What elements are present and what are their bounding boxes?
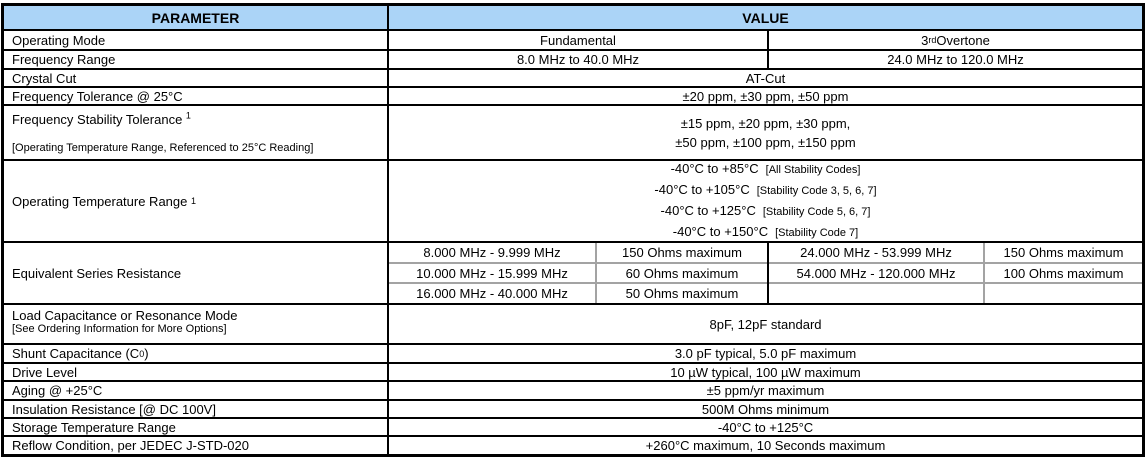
overtone-rest: Overtone (936, 32, 990, 48)
param-operating-mode: Operating Mode (4, 31, 389, 49)
row-insulation-resistance (4, 399, 1142, 417)
param-reflow-condition: Reflow Condition, per JEDEC J-STD-020 (4, 437, 389, 454)
param-storage-temperature: Storage Temperature Range (4, 419, 389, 435)
value-operating-temperature (389, 161, 1142, 241)
param-esr: Equivalent Series Resistance (4, 243, 389, 303)
temp-range-line: -40°C to +105°C [Stability Code 3, 5, 6, 7] (654, 182, 877, 197)
param-frequency-stability (4, 106, 389, 159)
frequency-stability-label: Frequency Stability Tolerance $^1$ (12, 110, 191, 127)
row-frequency-stability (4, 104, 1142, 159)
value-frequency-range-overtone: 24.0 MHz to 120.0 MHz (767, 51, 1142, 68)
temp-range-line: -40°C to +150°C [Stability Code 7] (672, 224, 859, 239)
value-operating-mode-overtone: 3 rd Overtone (767, 31, 1142, 49)
esr-row (769, 282, 1142, 303)
table-header-row (4, 6, 1142, 29)
esr-row: 24.000 MHz - 53.999 MHz 150 Ohms maximum (769, 243, 1142, 262)
row-shunt-capacitance (4, 343, 1142, 362)
row-crystal-cut (4, 68, 1142, 86)
esr-fundamental-subtable (389, 243, 767, 303)
row-operating-temperature (4, 159, 1142, 241)
load-capacitance-note: [See Ordering Information for More Options] (12, 323, 227, 335)
row-frequency-range (4, 49, 1142, 68)
specification-table (1, 3, 1145, 457)
value-frequency-range-fundamental: 8.0 MHz to 40.0 MHz (516, 52, 640, 67)
row-reflow-condition (4, 435, 1142, 454)
param-operating-temperature: Operating Temperature Range 1 (4, 161, 389, 241)
frequency-stability-value-line2: ±50 ppm, ±100 ppm, ±150 ppm (675, 134, 856, 150)
row-drive-level (4, 362, 1142, 380)
value-crystal-cut: AT-Cut (745, 70, 786, 86)
temp-range-line: -40°C to +85°C [All Stability Codes] (670, 161, 861, 176)
param-aging: Aging @ +25°C (4, 382, 389, 399)
param-load-capacitance (4, 305, 389, 343)
load-capacitance-label: Load Capacitance or Resonance Mode (12, 308, 238, 323)
row-operating-mode (4, 29, 1142, 49)
value-drive-level: 10 µW typical, 100 µW maximum (670, 364, 861, 380)
footnote-1-marker: 1 (185, 110, 191, 121)
header-parameter-cell: PARAMETER (4, 6, 389, 29)
value-reflow-condition: +260°C maximum, 10 Seconds maximum (645, 438, 886, 453)
overtone-base: 3 (921, 32, 929, 48)
value-shunt-capacitance: 3.0 pF typical, 5.0 pF maximum (674, 346, 857, 361)
frequency-stability-note: [Operating Temperature Range, Referenced to 25°C Reading] (12, 142, 314, 154)
value-frequency-tolerance: ±20 ppm, ±30 ppm, ±50 ppm (682, 88, 849, 104)
esr-row: 54.000 MHz - 120.000 MHz 100 Ohms maximum (769, 262, 1142, 283)
row-load-capacitance (4, 303, 1142, 343)
esr-row: 8.000 MHz - 9.999 MHz 150 Ohms maximum (389, 243, 767, 262)
value-operating-mode-fundamental: Fundamental (540, 32, 616, 48)
value-frequency-stability (389, 106, 1142, 159)
param-insulation-resistance: Insulation Resistance [@ DC 100V] (4, 401, 389, 417)
value-storage-temperature: -40°C to +125°C (717, 419, 814, 435)
esr-overtone-subtable (767, 243, 1142, 303)
row-storage-temperature (4, 417, 1142, 435)
param-frequency-range: Frequency Range (4, 51, 389, 68)
esr-row: 10.000 MHz - 15.999 MHz 60 Ohms maximum (389, 262, 767, 283)
row-aging (4, 380, 1142, 399)
param-frequency-tolerance: Frequency Tolerance @ 25°C (4, 88, 389, 104)
row-esr (4, 241, 1142, 303)
header-value-cell: VALUE (742, 9, 789, 26)
value-load-capacitance: 8pF, 12pF standard (709, 316, 822, 332)
value-insulation-resistance: 500M Ohms minimum (701, 401, 830, 417)
temp-range-line: -40°C to +125°C [Stability Code 5, 6, 7] (660, 203, 871, 218)
param-shunt-capacitance: Shunt Capacitance (C 0 ) (4, 345, 389, 362)
param-crystal-cut: Crystal Cut (4, 70, 389, 86)
param-drive-level: Drive Level (4, 364, 389, 380)
row-frequency-tolerance (4, 86, 1142, 104)
value-aging: ±5 ppm/yr maximum (706, 383, 825, 398)
esr-row: 16.000 MHz - 40.000 MHz 50 Ohms maximum (389, 282, 767, 303)
frequency-stability-value-line1: ±15 ppm, ±20 ppm, ±30 ppm, (680, 115, 851, 131)
